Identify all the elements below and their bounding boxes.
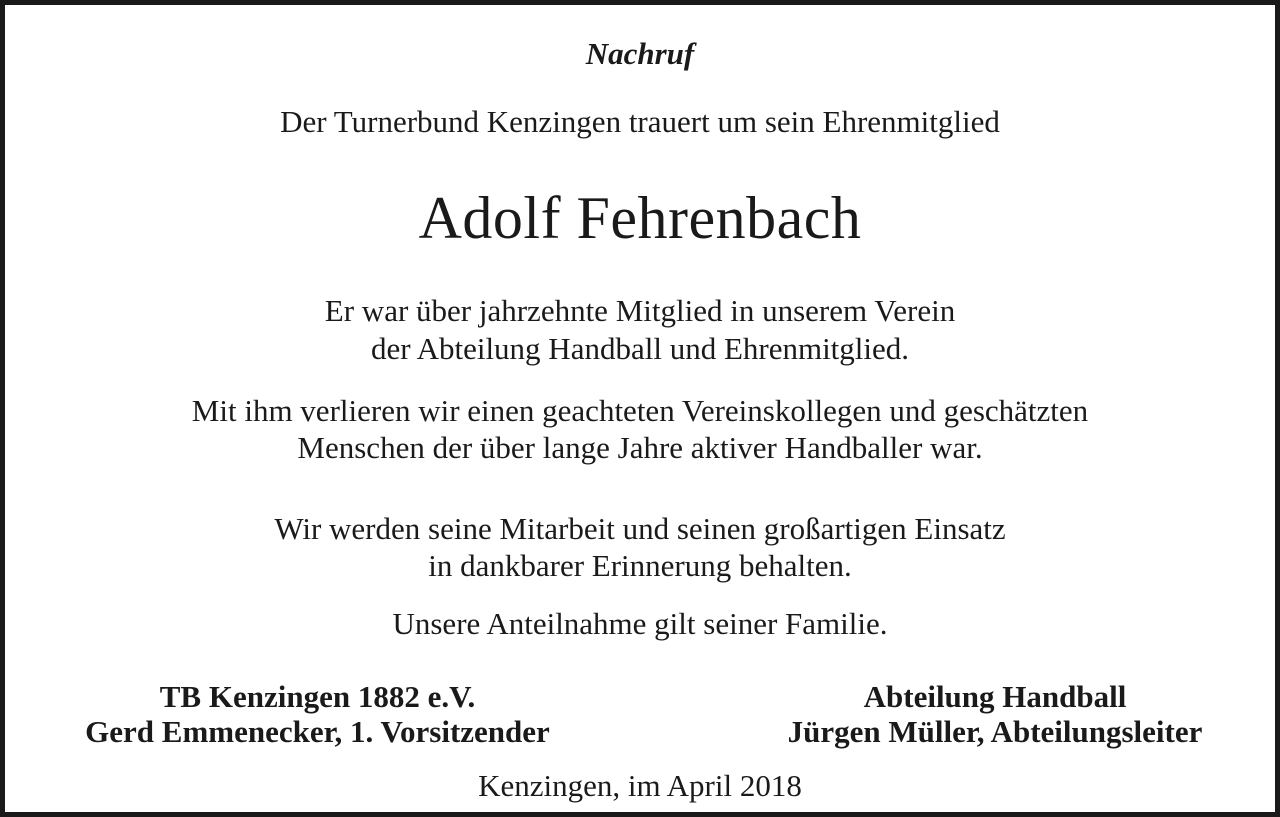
paragraph-3-line-1: Wir werden seine Mitarbeit und seinen großartigen Einsatz xyxy=(274,511,1006,546)
paragraph-1-line-2: der Abteilung Handball und Ehrenmitglied. xyxy=(370,331,910,366)
paragraph-3-line-2: in dankbarer Erinnerung behalten. xyxy=(428,548,852,583)
place-date: Kenzingen, im April 2018 xyxy=(478,768,802,803)
paragraph-2-line-1: Mit ihm verlieren wir einen geachteten Vereinskollegen und geschätzten xyxy=(191,393,1089,428)
signature-right-organization: Abteilung Handball xyxy=(863,679,1127,714)
paragraph-2-line-2: Menschen der über lange Jahre aktiver Handballer war. xyxy=(297,430,983,465)
notice-heading: Nachruf xyxy=(585,36,695,71)
paragraph-4: Unsere Anteilnahme gilt seiner Familie. xyxy=(392,606,888,641)
signature-left-signer: Gerd Emmenecker, 1. Vorsitzender xyxy=(85,714,550,749)
deceased-name: Adolf Fehrenbach xyxy=(418,185,862,251)
paragraph-1-line-1: Er war über jahrzehnte Mitglied in unserem Verein xyxy=(324,293,956,328)
signature-left-organization: TB Kenzingen 1882 e.V. xyxy=(159,679,476,714)
signature-right-signer: Jürgen Müller, Abteilungsleiter xyxy=(787,714,1203,749)
intro-text: Der Turnerbund Kenzingen trauert um sein Ehrenmitglied xyxy=(280,104,1000,139)
